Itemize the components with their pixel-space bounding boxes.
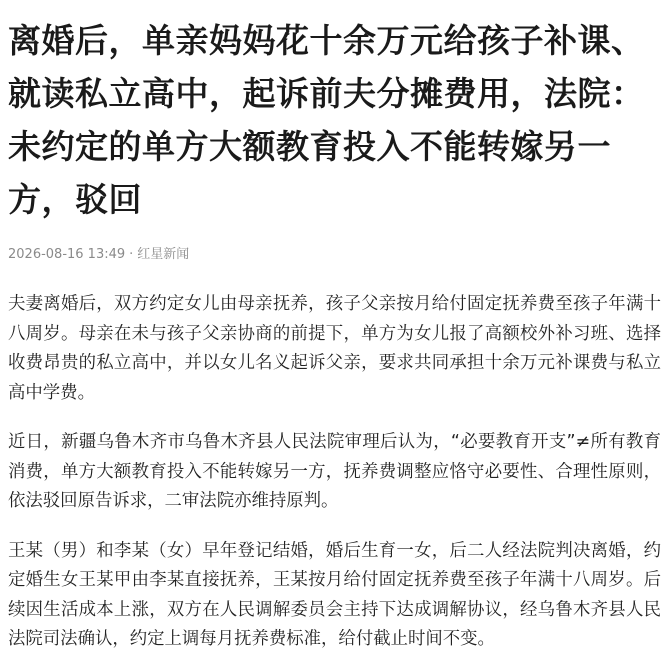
article-paragraph-3: 王某（男）和李某（女）早年登记结婚，婚后生育一女，后二人经法院判决离婚，约定婚生女王某甲由李某直接抚养，王某按月给付固定抚养费至孩子年满十八周岁。后续因生活成本上涨，双方在人民调解委员会主持下达成调解协议，经乌鲁木齐县人民法院司法确认，约定上调每月抚养费标准，给付截止时间不变。 — [8, 540, 661, 649]
article-title: 离婚后，单亲妈妈花十余万元给孩子补课、就读私立高中，起诉前夫分摊费用，法院：未约定的单方大额教育投入不能转嫁另一方，驳回 — [8, 21, 645, 219]
meta-separator: · — [129, 247, 134, 262]
article-paragraph-1: 夫妻离婚后，双方约定女儿由母亲抚养，孩子父亲按月给付固定抚养费至孩子年满十八周岁。母亲在未与孩子父亲协商的前提下，单方为女儿报了高额校外补习班、选择收费昂贵的私立高中，并以女儿名义起诉父亲，要求共同承担十余万元补课费与私立高中学费。 — [8, 294, 661, 403]
source-name[interactable]: 红星新闻 — [137, 247, 190, 262]
article-paragraph-2: 近日，新疆乌鲁木齐市乌鲁木齐县人民法院审理后认为，“必要教育开支”≠所有教育消费，单方大额教育投入不能转嫁另一方，抚养费调整应恪守必要性、合理性原则，依法驳回原告诉求，二审法院亦维持原判。 — [8, 432, 661, 511]
publish-datetime: 2026-08-16 13:49 — [8, 247, 126, 262]
article-meta — [8, 246, 661, 264]
